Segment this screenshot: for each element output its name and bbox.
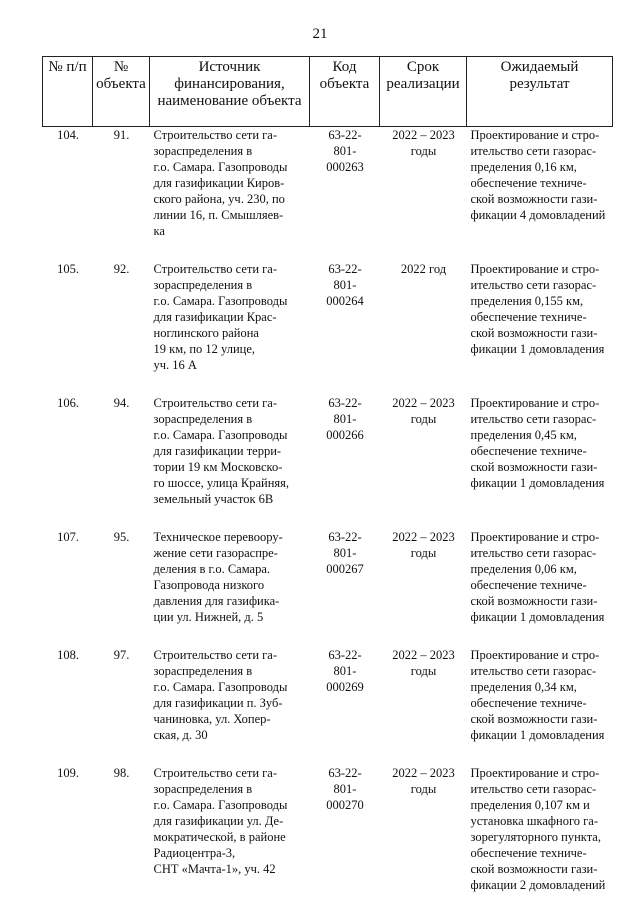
cell-object-code-line: 801- xyxy=(314,277,377,293)
cell-term-line: годы xyxy=(384,663,464,679)
cell-result xyxy=(467,127,613,262)
cell-term-line: 2022 – 2023 xyxy=(384,529,464,545)
table-row xyxy=(43,647,613,765)
cell-source xyxy=(150,765,310,915)
cell-row-number: 109. xyxy=(43,765,93,915)
cell-source-line: Строительство сети га- xyxy=(154,127,307,143)
cell-result-line: ительство сети газорас- xyxy=(471,781,610,797)
cell-row-number: 106. xyxy=(43,395,93,529)
cell-result-line: ской возможности гази- xyxy=(471,191,610,207)
cell-source-line: уч. 16 А xyxy=(154,357,307,373)
cell-source-line: линии 16, п. Смышляев- xyxy=(154,207,307,223)
cell-source-line: ноглинского района xyxy=(154,325,307,341)
cell-source-line: Строительство сети га- xyxy=(154,765,307,781)
cell-object-code-line: 000264 xyxy=(314,293,377,309)
cell-object-code-line: 000263 xyxy=(314,159,377,175)
cell-term xyxy=(380,127,467,262)
cell-term xyxy=(380,529,467,647)
table-row xyxy=(43,529,613,647)
cell-term-line: годы xyxy=(384,781,464,797)
cell-source xyxy=(150,529,310,647)
cell-object-code-line: 63-22- xyxy=(314,261,377,277)
cell-result-line: Проектирование и стро- xyxy=(471,395,610,411)
cell-result xyxy=(467,395,613,529)
table-header-row xyxy=(43,57,613,127)
cell-result-line: Проектирование и стро- xyxy=(471,765,610,781)
cell-result-line: фикации 1 домовладения xyxy=(471,609,610,625)
cell-term-line: 2022 – 2023 xyxy=(384,765,464,781)
cell-term-line: годы xyxy=(384,545,464,561)
cell-object-code-line: 000266 xyxy=(314,427,377,443)
cell-result-line: ской возможности гази- xyxy=(471,593,610,609)
cell-source-line: зораспределения в xyxy=(154,781,307,797)
table-row xyxy=(43,261,613,395)
cell-source-line: деления в г.о. Самара. xyxy=(154,561,307,577)
table-row xyxy=(43,395,613,529)
cell-source-line: для газификации терри- xyxy=(154,443,307,459)
cell-source xyxy=(150,647,310,765)
cell-result-line: обеспечение техниче- xyxy=(471,695,610,711)
cell-source-line: для газификации ул. Де- xyxy=(154,813,307,829)
cell-row-number: 107. xyxy=(43,529,93,647)
cell-object-code xyxy=(310,529,380,647)
cell-result-line: обеспечение техниче- xyxy=(471,443,610,459)
cell-source-line: ции ул. Нижней, д. 5 xyxy=(154,609,307,625)
cell-source xyxy=(150,395,310,529)
cell-object-code-line: 000270 xyxy=(314,797,377,813)
cell-source-line: мократической, в районе xyxy=(154,829,307,845)
cell-source-line: Газопровода низкого xyxy=(154,577,307,593)
cell-object-code-line: 63-22- xyxy=(314,647,377,663)
cell-result-line: обеспечение техниче- xyxy=(471,309,610,325)
cell-row-number: 105. xyxy=(43,261,93,395)
cell-object-number: 97. xyxy=(93,647,150,765)
cell-source-line: давления для газифика- xyxy=(154,593,307,609)
cell-source-line: СНТ «Мачта-1», уч. 42 xyxy=(154,861,307,877)
cell-object-code-line: 63-22- xyxy=(314,127,377,143)
cell-object-code-line: 000269 xyxy=(314,679,377,695)
cell-source-line: г.о. Самара. Газопроводы xyxy=(154,679,307,695)
cell-result-line: ской возможности гази- xyxy=(471,459,610,475)
table-row xyxy=(43,765,613,915)
cell-object-code xyxy=(310,647,380,765)
cell-result-line: фикации 1 домовладения xyxy=(471,727,610,743)
cell-object-code-line: 63-22- xyxy=(314,765,377,781)
cell-object-code-line: 000267 xyxy=(314,561,377,577)
cell-result xyxy=(467,765,613,915)
cell-source-line: г.о. Самара. Газопроводы xyxy=(154,293,307,309)
cell-result xyxy=(467,261,613,395)
cell-object-code-line: 801- xyxy=(314,411,377,427)
cell-object-code xyxy=(310,765,380,915)
cell-term xyxy=(380,765,467,915)
cell-source-line: зораспределения в xyxy=(154,277,307,293)
cell-result-line: ской возможности гази- xyxy=(471,325,610,341)
cell-source-line: Строительство сети га- xyxy=(154,395,307,411)
cell-source-line: для газификации п. Зуб- xyxy=(154,695,307,711)
cell-result-line: фикации 2 домовладений xyxy=(471,877,610,893)
cell-source-line: Радиоцентра-3, xyxy=(154,845,307,861)
cell-source-line: г.о. Самара. Газопроводы xyxy=(154,797,307,813)
cell-source-line: чаниновка, ул. Хопер- xyxy=(154,711,307,727)
cell-result-line: ительство сети газорас- xyxy=(471,545,610,561)
cell-result-line: установка шкафного га- xyxy=(471,813,610,829)
cell-source-line: земельный участок 6В xyxy=(154,491,307,507)
cell-object-code-line: 801- xyxy=(314,663,377,679)
cell-row-number: 108. xyxy=(43,647,93,765)
cell-result-line: обеспечение техниче- xyxy=(471,577,610,593)
cell-source-line: Строительство сети га- xyxy=(154,261,307,277)
cell-result-line: фикации 1 домовладения xyxy=(471,475,610,491)
header-term: Срок реализации xyxy=(380,57,467,127)
cell-term-line: 2022 год xyxy=(384,261,464,277)
cell-result-line: ительство сети газорас- xyxy=(471,411,610,427)
cell-result-line: пределения 0,34 км, xyxy=(471,679,610,695)
cell-result-line: ительство сети газорас- xyxy=(471,143,610,159)
cell-object-code xyxy=(310,395,380,529)
cell-source-line: Техническое перевоору- xyxy=(154,529,307,545)
cell-term xyxy=(380,647,467,765)
cell-result-line: Проектирование и стро- xyxy=(471,647,610,663)
cell-source-line: тории 19 км Московско- xyxy=(154,459,307,475)
cell-object-code xyxy=(310,261,380,395)
cell-result-line: обеспечение техниче- xyxy=(471,175,610,191)
header-object-code: Код объекта xyxy=(310,57,380,127)
cell-term xyxy=(380,261,467,395)
cell-result-line: Проектирование и стро- xyxy=(471,529,610,545)
cell-result xyxy=(467,529,613,647)
header-row-number: № п/п xyxy=(43,57,93,127)
cell-object-number: 94. xyxy=(93,395,150,529)
cell-term-line: 2022 – 2023 xyxy=(384,395,464,411)
objects-table xyxy=(42,56,613,915)
cell-result-line: фикации 4 домовладений xyxy=(471,207,610,223)
page-number: 21 xyxy=(0,26,640,43)
header-result: Ожидаемый результат xyxy=(467,57,613,127)
cell-source-line: ского района, уч. 230, по xyxy=(154,191,307,207)
header-object-number: № объекта xyxy=(93,57,150,127)
cell-term-line: годы xyxy=(384,411,464,427)
cell-result-line: пределения 0,45 км, xyxy=(471,427,610,443)
cell-object-number: 92. xyxy=(93,261,150,395)
cell-result-line: ительство сети газорас- xyxy=(471,277,610,293)
cell-term-line: годы xyxy=(384,143,464,159)
cell-source-line: г.о. Самара. Газопроводы xyxy=(154,159,307,175)
cell-object-number: 98. xyxy=(93,765,150,915)
cell-source-line: зораспределения в xyxy=(154,663,307,679)
cell-result-line: зорегуляторного пункта, xyxy=(471,829,610,845)
cell-result-line: пределения 0,06 км, xyxy=(471,561,610,577)
header-source: Источник финансирования, наименование объекта xyxy=(150,57,310,127)
cell-source-line: жение сети газораспре- xyxy=(154,545,307,561)
cell-source-line: 19 км, по 12 улице, xyxy=(154,341,307,357)
cell-object-code-line: 801- xyxy=(314,143,377,159)
cell-term-line: 2022 – 2023 xyxy=(384,127,464,143)
cell-result-line: Проектирование и стро- xyxy=(471,261,610,277)
table-row xyxy=(43,127,613,262)
cell-source-line: ка xyxy=(154,223,307,239)
cell-object-number: 95. xyxy=(93,529,150,647)
cell-source-line: г.о. Самара. Газопроводы xyxy=(154,427,307,443)
cell-source-line: ская, д. 30 xyxy=(154,727,307,743)
cell-term-line: 2022 – 2023 xyxy=(384,647,464,663)
cell-source-line: зораспределения в xyxy=(154,143,307,159)
cell-result-line: ской возможности гази- xyxy=(471,711,610,727)
cell-object-code-line: 63-22- xyxy=(314,395,377,411)
cell-object-code xyxy=(310,127,380,262)
cell-source-line: го шоссе, улица Крайняя, xyxy=(154,475,307,491)
cell-result-line: Проектирование и стро- xyxy=(471,127,610,143)
table-body xyxy=(43,127,613,915)
cell-source xyxy=(150,261,310,395)
cell-source-line: для газификации Крас- xyxy=(154,309,307,325)
cell-object-code-line: 63-22- xyxy=(314,529,377,545)
cell-result-line: ской возможности гази- xyxy=(471,861,610,877)
cell-object-code-line: 801- xyxy=(314,545,377,561)
cell-source-line: зораспределения в xyxy=(154,411,307,427)
cell-result-line: пределения 0,155 км, xyxy=(471,293,610,309)
cell-result-line: фикации 1 домовладения xyxy=(471,341,610,357)
cell-row-number: 104. xyxy=(43,127,93,262)
cell-object-number: 91. xyxy=(93,127,150,262)
cell-source-line: для газификации Киров- xyxy=(154,175,307,191)
cell-result-line: ительство сети газорас- xyxy=(471,663,610,679)
cell-result xyxy=(467,647,613,765)
cell-source xyxy=(150,127,310,262)
cell-result-line: обеспечение техниче- xyxy=(471,845,610,861)
cell-result-line: пределения 0,16 км, xyxy=(471,159,610,175)
cell-term xyxy=(380,395,467,529)
cell-result-line: пределения 0,107 км и xyxy=(471,797,610,813)
cell-source-line: Строительство сети га- xyxy=(154,647,307,663)
cell-object-code-line: 801- xyxy=(314,781,377,797)
